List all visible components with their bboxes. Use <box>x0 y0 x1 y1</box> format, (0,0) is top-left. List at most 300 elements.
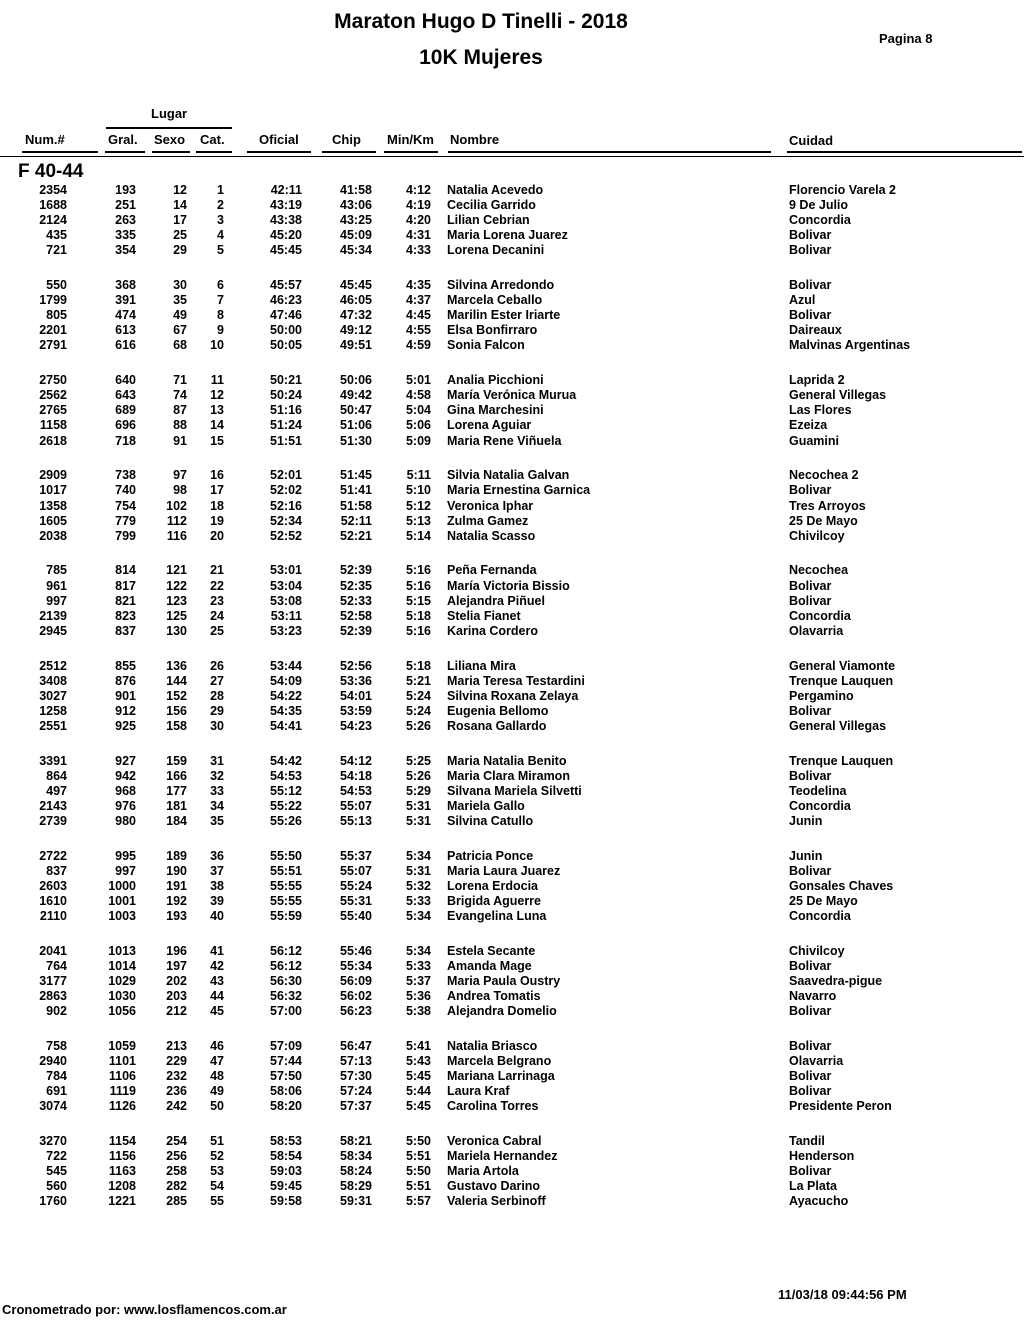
runner-name: Maria Clara Miramon <box>447 768 570 783</box>
bib-number: 2124 <box>39 213 67 228</box>
general-place: 837 <box>115 623 136 638</box>
official-time: 43:19 <box>270 198 302 213</box>
bib-number: 864 <box>46 768 67 783</box>
category-place: 18 <box>210 498 224 513</box>
gender-place: 136 <box>166 658 187 673</box>
category-place: 30 <box>210 718 224 733</box>
table-row <box>0 689 1024 704</box>
pace: 5:18 <box>405 658 431 673</box>
category-place: 43 <box>210 974 224 988</box>
pace: 4:19 <box>405 198 431 213</box>
pace: 4:55 <box>405 323 431 338</box>
runner-name: Liliana Mira <box>447 658 516 673</box>
runner-city: 9 De Julio <box>789 198 849 213</box>
general-place: 391 <box>115 293 136 308</box>
category-place: 40 <box>210 909 224 923</box>
pace: 5:24 <box>405 703 431 718</box>
category-place: 52 <box>210 1149 224 1164</box>
category-place: 35 <box>210 813 224 828</box>
runner-city: Henderson <box>789 1149 855 1164</box>
gender-place: 14 <box>173 198 187 213</box>
bib-number: 2038 <box>39 528 67 543</box>
runner-name: Maria Ernestina Garnica <box>447 483 591 498</box>
pace: 5:50 <box>405 1134 431 1148</box>
category-place: 44 <box>210 989 224 1003</box>
table-row <box>0 719 1024 734</box>
pace: 5:13 <box>405 513 431 528</box>
runner-city: Bolivar <box>789 228 832 243</box>
chip-time: 55:07 <box>340 798 372 813</box>
runner-city: Bolivar <box>789 958 832 973</box>
table-row <box>0 769 1024 784</box>
table-row <box>0 1039 1024 1054</box>
pace: 5:11 <box>406 468 431 483</box>
runner-city: Bolivar <box>789 703 832 718</box>
general-place: 799 <box>115 528 136 543</box>
general-place: 640 <box>115 373 136 388</box>
category-place: 13 <box>210 403 224 418</box>
chip-time: 58:29 <box>340 1179 372 1194</box>
runner-name: Silvina Arredondo <box>447 278 555 293</box>
runner-name: Elsa Bonfirraro <box>447 323 538 338</box>
page-number: Pagina 8 <box>879 31 933 46</box>
runner-name: Patricia Ponce <box>447 848 534 863</box>
pace: 5:32 <box>405 878 431 893</box>
header-ciudad: Cuidad <box>789 133 834 148</box>
general-place: 823 <box>115 608 136 623</box>
runner-city: Saavedra-pigue <box>789 974 883 988</box>
gender-place: 197 <box>166 958 187 973</box>
category-place: 1 <box>217 183 224 197</box>
runner-name: María Verónica Murua <box>447 388 577 403</box>
gender-place: 49 <box>173 308 187 323</box>
gender-place: 181 <box>166 798 187 813</box>
category-place: 55 <box>210 1194 224 1209</box>
pace: 5:29 <box>405 783 431 798</box>
runner-city: General Villegas <box>789 718 887 733</box>
chip-time: 50:06 <box>340 373 372 388</box>
gender-place: 112 <box>166 513 187 528</box>
bib-number: 3074 <box>39 1099 67 1114</box>
chip-time: 55:34 <box>340 958 372 973</box>
general-place: 942 <box>115 768 136 783</box>
pace: 5:01 <box>405 373 431 388</box>
general-place: 1163 <box>108 1164 136 1179</box>
runner-city: Bolivar <box>789 593 832 608</box>
runner-city: Bolivar <box>789 278 832 293</box>
gender-place: 229 <box>166 1054 187 1068</box>
table-row <box>0 323 1024 338</box>
runner-city: Florencio Varela 2 <box>789 183 896 197</box>
runner-name: Zulma Gamez <box>447 513 529 528</box>
chip-time: 53:36 <box>340 673 372 688</box>
pace: 5:16 <box>405 563 431 578</box>
runner-city: Laprida 2 <box>789 373 845 388</box>
bib-number: 2618 <box>39 433 67 448</box>
pace: 5:41 <box>405 1038 431 1053</box>
chip-time: 43:25 <box>340 213 372 228</box>
bib-number: 721 <box>46 243 67 258</box>
pace: 5:33 <box>405 893 431 908</box>
table-row <box>0 594 1024 609</box>
pace: 4:59 <box>405 338 431 353</box>
table-row <box>0 418 1024 433</box>
chip-time: 55:40 <box>340 909 372 923</box>
runner-name: Valeria Serbinoff <box>447 1194 546 1209</box>
table-row <box>0 1179 1024 1194</box>
official-time: 58:53 <box>270 1134 302 1148</box>
runner-name: Lorena Erdocia <box>447 878 538 893</box>
chip-time: 58:21 <box>340 1134 372 1148</box>
pace: 5:06 <box>405 418 431 433</box>
general-place: 912 <box>115 703 136 718</box>
table-row <box>0 864 1024 879</box>
gender-place: 190 <box>166 863 187 878</box>
gender-place: 285 <box>166 1194 187 1209</box>
official-time: 54:35 <box>270 703 302 718</box>
category-place: 17 <box>210 483 224 498</box>
bib-number: 2139 <box>39 608 67 623</box>
official-time: 54:09 <box>270 673 302 688</box>
runner-name: Lilian Cebrian <box>447 213 530 228</box>
category-place: 4 <box>217 228 224 243</box>
chip-time: 52:39 <box>340 623 372 638</box>
gender-place: 125 <box>166 608 187 623</box>
table-row <box>0 1134 1024 1149</box>
bib-number: 3027 <box>39 688 67 703</box>
bib-number: 1605 <box>39 513 67 528</box>
official-time: 53:04 <box>270 578 302 593</box>
table-row <box>0 388 1024 403</box>
category-place: 12 <box>210 388 224 403</box>
gender-place: 121 <box>166 563 187 578</box>
runner-city: Junin <box>789 813 823 828</box>
runner-city: Junin <box>789 848 823 863</box>
bib-number: 1017 <box>39 483 67 498</box>
table-row <box>0 754 1024 769</box>
bib-number: 1688 <box>39 198 67 213</box>
official-time: 57:44 <box>270 1054 302 1068</box>
runner-city: Trenque Lauquen <box>789 673 894 688</box>
general-place: 754 <box>115 498 136 513</box>
table-row <box>0 959 1024 974</box>
category-place: 31 <box>210 753 224 768</box>
bib-number: 1258 <box>39 703 67 718</box>
pace: 5:34 <box>405 943 431 958</box>
bib-number: 560 <box>46 1179 67 1194</box>
official-time: 52:52 <box>270 528 302 543</box>
runner-city: General Villegas <box>789 388 887 403</box>
bib-number: 2603 <box>39 878 67 893</box>
table-row <box>0 704 1024 719</box>
chip-time: 49:51 <box>340 338 372 353</box>
runner-name: Veronica Cabral <box>447 1134 542 1148</box>
general-place: 1059 <box>108 1038 136 1053</box>
official-time: 47:46 <box>270 308 302 323</box>
gender-place: 213 <box>166 1038 187 1053</box>
pace: 5:25 <box>405 753 431 768</box>
runner-name: Maria Artola <box>447 1164 519 1179</box>
gender-place: 212 <box>166 1004 187 1019</box>
pace: 5:38 <box>405 1004 431 1019</box>
bib-number: 997 <box>46 593 67 608</box>
category-place: 54 <box>210 1179 224 1194</box>
pace: 5:31 <box>405 863 431 878</box>
chip-time: 49:12 <box>340 323 372 338</box>
table-row <box>0 674 1024 689</box>
runner-name: Mariela Gallo <box>447 798 525 813</box>
official-time: 51:16 <box>270 403 302 418</box>
runner-name: Carolina Torres <box>447 1099 539 1114</box>
gender-place: 196 <box>166 943 187 958</box>
general-place: 976 <box>115 798 136 813</box>
pace: 5:45 <box>405 1069 431 1084</box>
general-place: 696 <box>115 418 136 433</box>
pace: 5:31 <box>405 798 431 813</box>
chip-time: 54:01 <box>340 688 372 703</box>
runner-city: General Viamonte <box>789 658 896 673</box>
table-row <box>0 944 1024 959</box>
bib-number: 722 <box>46 1149 67 1164</box>
category-place: 29 <box>210 703 224 718</box>
bib-number: 2041 <box>39 943 67 958</box>
runner-city: Bolivar <box>789 768 832 783</box>
table-row <box>0 974 1024 989</box>
table-row <box>0 228 1024 243</box>
official-time: 53:01 <box>270 563 302 578</box>
general-place: 1208 <box>108 1179 136 1194</box>
pace: 4:45 <box>405 308 431 323</box>
table-row <box>0 308 1024 323</box>
category-place: 48 <box>210 1069 224 1084</box>
category-place: 28 <box>210 688 224 703</box>
runner-city: La Plata <box>789 1179 837 1194</box>
official-time: 54:53 <box>270 768 302 783</box>
table-row <box>0 784 1024 799</box>
general-place: 1156 <box>108 1149 136 1164</box>
runner-city: Olavarria <box>789 623 844 638</box>
gender-place: 67 <box>173 323 187 338</box>
runner-name: Maria Teresa Testardini <box>447 673 585 688</box>
official-time: 55:50 <box>270 848 302 863</box>
official-time: 53:23 <box>270 623 302 638</box>
runner-name: Sonia Falcon <box>447 338 525 353</box>
runner-city: Las Flores <box>789 403 852 418</box>
chip-time: 43:06 <box>340 198 372 213</box>
runner-name: Gina Marchesini <box>447 403 544 418</box>
chip-time: 55:46 <box>340 943 372 958</box>
chip-time: 50:47 <box>340 403 372 418</box>
bib-number: 961 <box>46 578 67 593</box>
official-time: 53:44 <box>270 658 302 673</box>
official-time: 55:55 <box>270 878 302 893</box>
chip-time: 49:42 <box>340 388 372 403</box>
runner-name: Karina Cordero <box>447 623 538 638</box>
chip-time: 52:39 <box>340 563 372 578</box>
gender-place: 192 <box>166 893 187 908</box>
chip-time: 46:05 <box>340 293 372 308</box>
runner-name: Analia Picchioni <box>447 373 544 388</box>
runner-name: Maria Laura Juarez <box>447 863 561 878</box>
pace: 5:09 <box>405 433 431 448</box>
chip-time: 52:56 <box>340 658 372 673</box>
general-place: 368 <box>115 278 136 293</box>
official-time: 55:51 <box>270 863 302 878</box>
chip-time: 56:09 <box>340 974 372 988</box>
category-place: 9 <box>217 323 224 338</box>
table-row <box>0 529 1024 544</box>
runner-city: Navarro <box>789 989 837 1003</box>
runner-name: Cecilia Garrido <box>447 198 536 213</box>
runner-name: Mariana Larrinaga <box>447 1069 555 1084</box>
runner-city: Bolivar <box>789 1164 832 1179</box>
bib-number: 764 <box>46 958 67 973</box>
bib-number: 550 <box>46 278 67 293</box>
table-row <box>0 1084 1024 1099</box>
official-time: 56:32 <box>270 989 302 1003</box>
table-row <box>0 1099 1024 1114</box>
pace: 5:45 <box>405 1099 431 1114</box>
gender-place: 17 <box>173 213 187 228</box>
table-row <box>0 198 1024 213</box>
runner-city: Tres Arroyos <box>789 498 866 513</box>
document-title: Maraton Hugo D Tinelli - 2018 <box>334 10 628 33</box>
general-place: 1126 <box>108 1099 136 1114</box>
official-time: 59:03 <box>270 1164 302 1179</box>
category-place: 25 <box>210 623 224 638</box>
chip-time: 59:31 <box>340 1194 372 1209</box>
category-place: 15 <box>210 433 224 448</box>
pace: 5:44 <box>405 1084 431 1099</box>
header-num: Num.# <box>25 132 65 147</box>
runner-city: Necochea <box>789 563 849 578</box>
gender-place: 35 <box>173 293 187 308</box>
gender-place: 282 <box>166 1179 187 1194</box>
chip-time: 58:34 <box>340 1149 372 1164</box>
pace: 4:35 <box>405 278 431 293</box>
table-row <box>0 659 1024 674</box>
table-row <box>0 183 1024 198</box>
official-time: 46:23 <box>270 293 302 308</box>
runner-name: Silvana Mariela Silvetti <box>447 783 582 798</box>
pace: 5:33 <box>405 958 431 973</box>
table-row <box>0 213 1024 228</box>
official-time: 45:57 <box>270 278 302 293</box>
footer-timestamp: 11/03/18 09:44:56 PM <box>778 1287 907 1302</box>
runner-name: Maria Lorena Juarez <box>447 228 568 243</box>
gender-place: 152 <box>166 688 187 703</box>
runner-city: Ezeiza <box>789 418 828 433</box>
gender-place: 68 <box>173 338 187 353</box>
chip-time: 47:32 <box>340 308 372 323</box>
runner-city: Necochea 2 <box>789 468 859 483</box>
header-min-km: Min/Km <box>387 132 434 147</box>
runner-name: Amanda Mage <box>447 958 532 973</box>
runner-city: Concordia <box>789 608 851 623</box>
official-time: 52:16 <box>270 498 302 513</box>
pace: 5:12 <box>405 498 431 513</box>
category-place: 53 <box>210 1164 224 1179</box>
chip-time: 58:24 <box>340 1164 372 1179</box>
general-place: 997 <box>115 863 136 878</box>
table-row <box>0 563 1024 578</box>
table-row <box>0 483 1024 498</box>
chip-time: 45:09 <box>340 228 372 243</box>
chip-time: 52:11 <box>340 513 372 528</box>
gender-place: 184 <box>166 813 187 828</box>
category-place: 22 <box>210 578 224 593</box>
general-place: 689 <box>115 403 136 418</box>
bib-number: 2201 <box>39 323 67 338</box>
bib-number: 2512 <box>39 658 67 673</box>
official-time: 52:02 <box>270 483 302 498</box>
official-time: 53:11 <box>270 608 302 623</box>
bib-number: 785 <box>46 563 67 578</box>
table-row <box>0 1054 1024 1069</box>
runner-city: 25 De Mayo <box>789 893 858 908</box>
chip-time: 54:12 <box>340 753 372 768</box>
general-place: 817 <box>115 578 136 593</box>
official-time: 51:51 <box>270 433 302 448</box>
general-place: 927 <box>115 753 136 768</box>
general-place: 1003 <box>108 909 136 923</box>
table-row <box>0 624 1024 639</box>
chip-time: 51:41 <box>340 483 372 498</box>
category-place: 34 <box>210 798 224 813</box>
general-place: 821 <box>115 593 136 608</box>
category-place: 6 <box>217 278 224 293</box>
general-place: 474 <box>115 308 136 323</box>
general-place: 738 <box>115 468 136 483</box>
table-row <box>0 499 1024 514</box>
bib-number: 2739 <box>39 813 67 828</box>
gender-place: 203 <box>166 989 187 1003</box>
general-place: 1056 <box>108 1004 136 1019</box>
bib-number: 2143 <box>39 798 67 813</box>
table-row <box>0 1164 1024 1179</box>
general-place: 1030 <box>108 989 136 1003</box>
pace: 4:12 <box>405 183 431 197</box>
official-time: 59:45 <box>270 1179 302 1194</box>
pace: 4:37 <box>405 293 431 308</box>
table-row <box>0 243 1024 258</box>
runner-city: Bolivar <box>789 483 832 498</box>
runner-name: Mariela Hernandez <box>447 1149 558 1164</box>
bib-number: 2750 <box>39 373 67 388</box>
gender-place: 88 <box>173 418 187 433</box>
table-row <box>0 879 1024 894</box>
official-time: 50:24 <box>270 388 302 403</box>
bib-number: 435 <box>46 228 67 243</box>
table-row <box>0 1069 1024 1084</box>
general-place: 251 <box>115 198 136 213</box>
bib-number: 3391 <box>39 753 67 768</box>
category-place: 42 <box>210 958 224 973</box>
gender-place: 12 <box>173 183 187 197</box>
runner-city: Bolivar <box>789 243 832 258</box>
chip-time: 53:59 <box>340 703 372 718</box>
category-place: 32 <box>210 768 224 783</box>
runner-name: Silvia Natalia Galvan <box>447 468 570 483</box>
gender-place: 232 <box>166 1069 187 1084</box>
runner-name: Laura Kraf <box>447 1084 510 1099</box>
chip-time: 54:53 <box>340 783 372 798</box>
pace: 5:31 <box>405 813 431 828</box>
pace: 5:26 <box>405 718 431 733</box>
gender-place: 91 <box>173 433 187 448</box>
bib-number: 2863 <box>39 989 67 1003</box>
runner-name: Maria Paula Oustry <box>447 974 561 988</box>
